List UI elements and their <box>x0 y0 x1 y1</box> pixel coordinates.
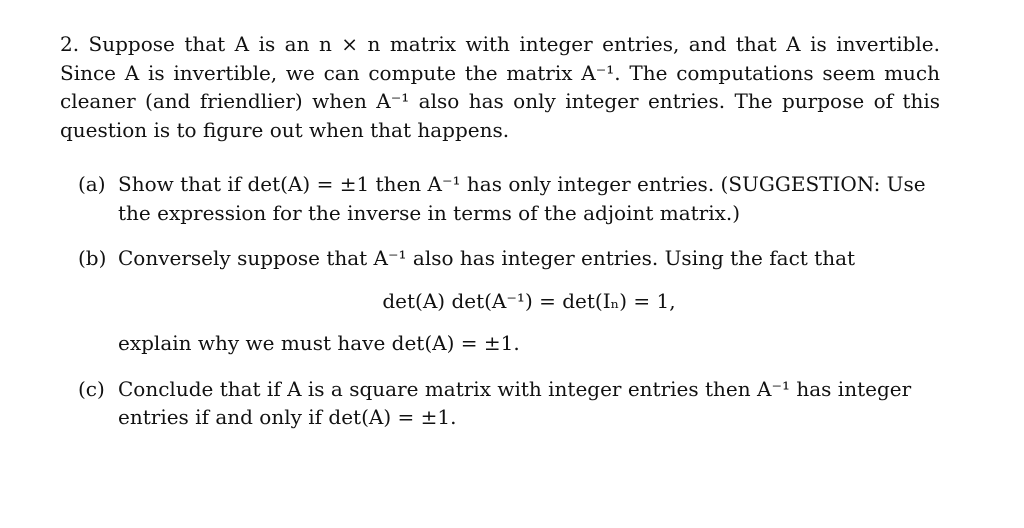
part-c-text: Conclude that if A is a square matrix with integer entries then A⁻¹ has integer entries if and only if det(A) = ±1. <box>118 376 912 429</box>
part-b-equation: det(A) det(A⁻¹) = det(Iₙ) = 1, <box>382 288 676 313</box>
problem-intro: 2. Suppose that A is an n × n matrix with integer entries, and that A is invertible. Since A is invertible, we can compute the matrix A⁻¹. The computations seem much cleaner (and friendlier) when A⁻¹ also has only integer entries. The purpose of this question is to figure out when that happens. <box>60 32 940 142</box>
problem-document <box>60 30 940 449</box>
part-b <box>78 244 940 358</box>
part-b-after-text: explain why we must have det(A) = ±1. <box>118 331 520 355</box>
part-a-body <box>118 170 940 227</box>
part-c <box>78 375 940 432</box>
part-c-label: (c) <box>78 376 105 401</box>
problem-parts <box>78 170 940 432</box>
part-c-body <box>118 375 940 432</box>
part-a-text: Show that if det(A) = ±1 then A⁻¹ has only integer entries. (SUGGESTION: Use the expression for the inverse in terms of the adjoint matrix.) <box>118 172 926 225</box>
part-b-text: Conversely suppose that A⁻¹ also has integer entries. Using the fact that <box>118 246 856 270</box>
part-b-body <box>118 244 940 358</box>
part-a-label: (a) <box>78 172 106 196</box>
part-b-label: (b) <box>78 246 107 270</box>
part-a <box>78 170 940 227</box>
